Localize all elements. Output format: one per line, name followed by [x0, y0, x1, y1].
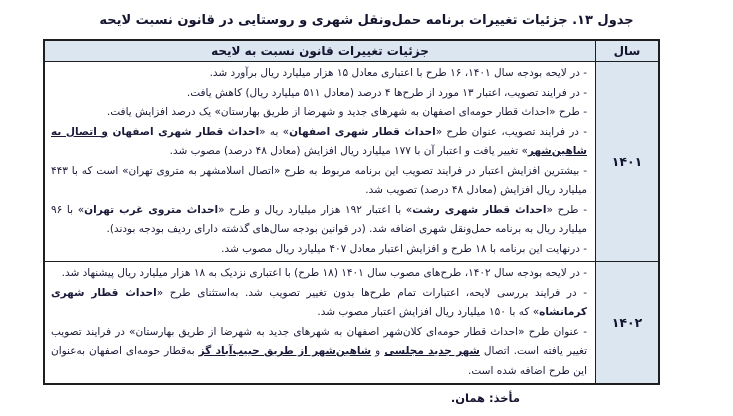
- text-segment: - بیشترین افزایش اعتبار در فرایند تصویب این برنامه مربوط به طرح «اتصال اسلامشهر به متروی تهران» است که با ۴۴۳ میلیارد ریال افزایش (معادل ۴۸ درصد) تصویب شد.: [51, 164, 587, 196]
- bullet-item: [51, 162, 587, 201]
- text-segment: » با اعتبار ۱۹۲ هزار میلیارد ریال و طرح «: [218, 203, 413, 216]
- text-segment: » تغییر یافت و اعتبار آن با ۱۷۷ میلیارد ریال افزایش (معادل ۴۸ درصد) مصوب شد.: [169, 145, 528, 157]
- text-segment: - درنهایت این برنامه با ۱۸ طرح و افزایش اعتبار معادل ۴۰۷ میلیارد ریال مصوب شد.: [221, 242, 587, 255]
- bullet-item: [51, 323, 587, 382]
- year-column-header: سال: [596, 40, 660, 62]
- text-segment: احداث قطار شهری اصفهان: [289, 125, 436, 138]
- text-segment: - در فرایند تصویب، اعتبار ۱۳ مورد از طرح‌ها ۴ درصد (معادل ۵۱۱ میلیارد ریال) کاهش یافت.: [186, 86, 587, 99]
- text-segment: به‌قطار حومه‌ای اصفهان به‌عنوان این طرح اضافه شده است.: [51, 345, 587, 377]
- source-note: مأخذ: همان.: [450, 391, 520, 405]
- bullet-item: [51, 84, 587, 104]
- changes-table: [43, 39, 660, 385]
- bullet-item: [51, 201, 587, 240]
- table-row: [44, 262, 659, 385]
- bullet-item: [51, 103, 587, 123]
- text-segment: - در لایحه بودجه سال ۱۴۰۱، ۱۶ طرح با اعتباری معادل ۱۵ هزار میلیارد ریال برآورد شد.: [209, 67, 587, 79]
- table-row: [44, 62, 659, 262]
- details-column-header: جزئیات تغییرات قانون نسبت به لایحه: [44, 40, 596, 62]
- text-segment: - در لایحه بودجه سال ۱۴۰۲، طرح‌های مصوب سال ۱۴۰۱ (۱۸ طرح) با اعتباری نزدیک به ۱۸ هزار میلیارد ریال پیشنهاد شد.: [61, 267, 587, 279]
- bullet-item: [51, 284, 587, 323]
- text-segment: » با ۹۶ میلیارد ریال به برنامه حمل‌ونقل شهری اضافه شد. (در قوانین بودجه سال‌های گذشته دارای ردیف بودجه بودند).: [51, 203, 587, 235]
- text-segment: و: [371, 345, 385, 357]
- text-segment: » که با ۱۵۰ میلیارد ریال افزایش اعتبار مصوب شد.: [317, 306, 540, 318]
- text-segment: - در فرایند تصویب، عنوان طرح «: [435, 125, 587, 138]
- text-segment: - طرح «احداث قطار حومه‌ای اصفهان به شهرهای جدید و شهرضا از طریق بهارستان» یک درصد افزایش یافت.: [106, 106, 587, 118]
- text-segment: - عنوان طرح «احداث قطار حومه‌ای کلان‌شهر اصفهان به شهرهای جدید به شهرضا از طریق بهارستان» در فرایند تصویب تغییر یافته است. اتصال: [51, 325, 588, 357]
- bullet-item: [51, 123, 587, 162]
- bullet-item: [51, 64, 587, 84]
- row-details-cell: [44, 262, 596, 385]
- table-caption: جدول ۱۳. جزئیات تغییرات برنامه حمل‌ونقل شهری و روستایی در قانون نسبت لایحه: [99, 13, 634, 28]
- text-segment: احداث قطار شهری کرمانشاه: [51, 286, 587, 318]
- text-segment: احداث قطار شهری اصفهان: [107, 125, 260, 138]
- text-segment: و اتصال به شاهین‌شهر: [51, 125, 587, 157]
- bullet-item: [51, 264, 587, 284]
- table-body: [44, 62, 659, 385]
- text-segment: احداث متروی غرب تهران: [84, 203, 219, 216]
- text-segment: شهر جدید مجلسی: [384, 345, 480, 357]
- text-segment: - طرح «: [546, 203, 587, 216]
- year-cell: ۱۴۰۱: [596, 62, 660, 262]
- year-cell: ۱۴۰۲: [596, 262, 660, 385]
- table-header: [44, 40, 659, 62]
- text-segment: - در فرایند بررسی لایحه، اعتبارات تمام طرح‌ها بدون تغییر تصویب شد. به‌استثنای طرح «: [156, 286, 587, 299]
- text-segment: » به «: [259, 125, 290, 138]
- text-segment: احداث قطار شهری رشت: [412, 203, 547, 216]
- text-segment: شاهین‌شهر از طریق حبیب‌آباد گز: [198, 345, 372, 357]
- row-details-cell: [44, 62, 596, 262]
- bullet-item: [51, 240, 587, 260]
- header-row: [44, 40, 659, 62]
